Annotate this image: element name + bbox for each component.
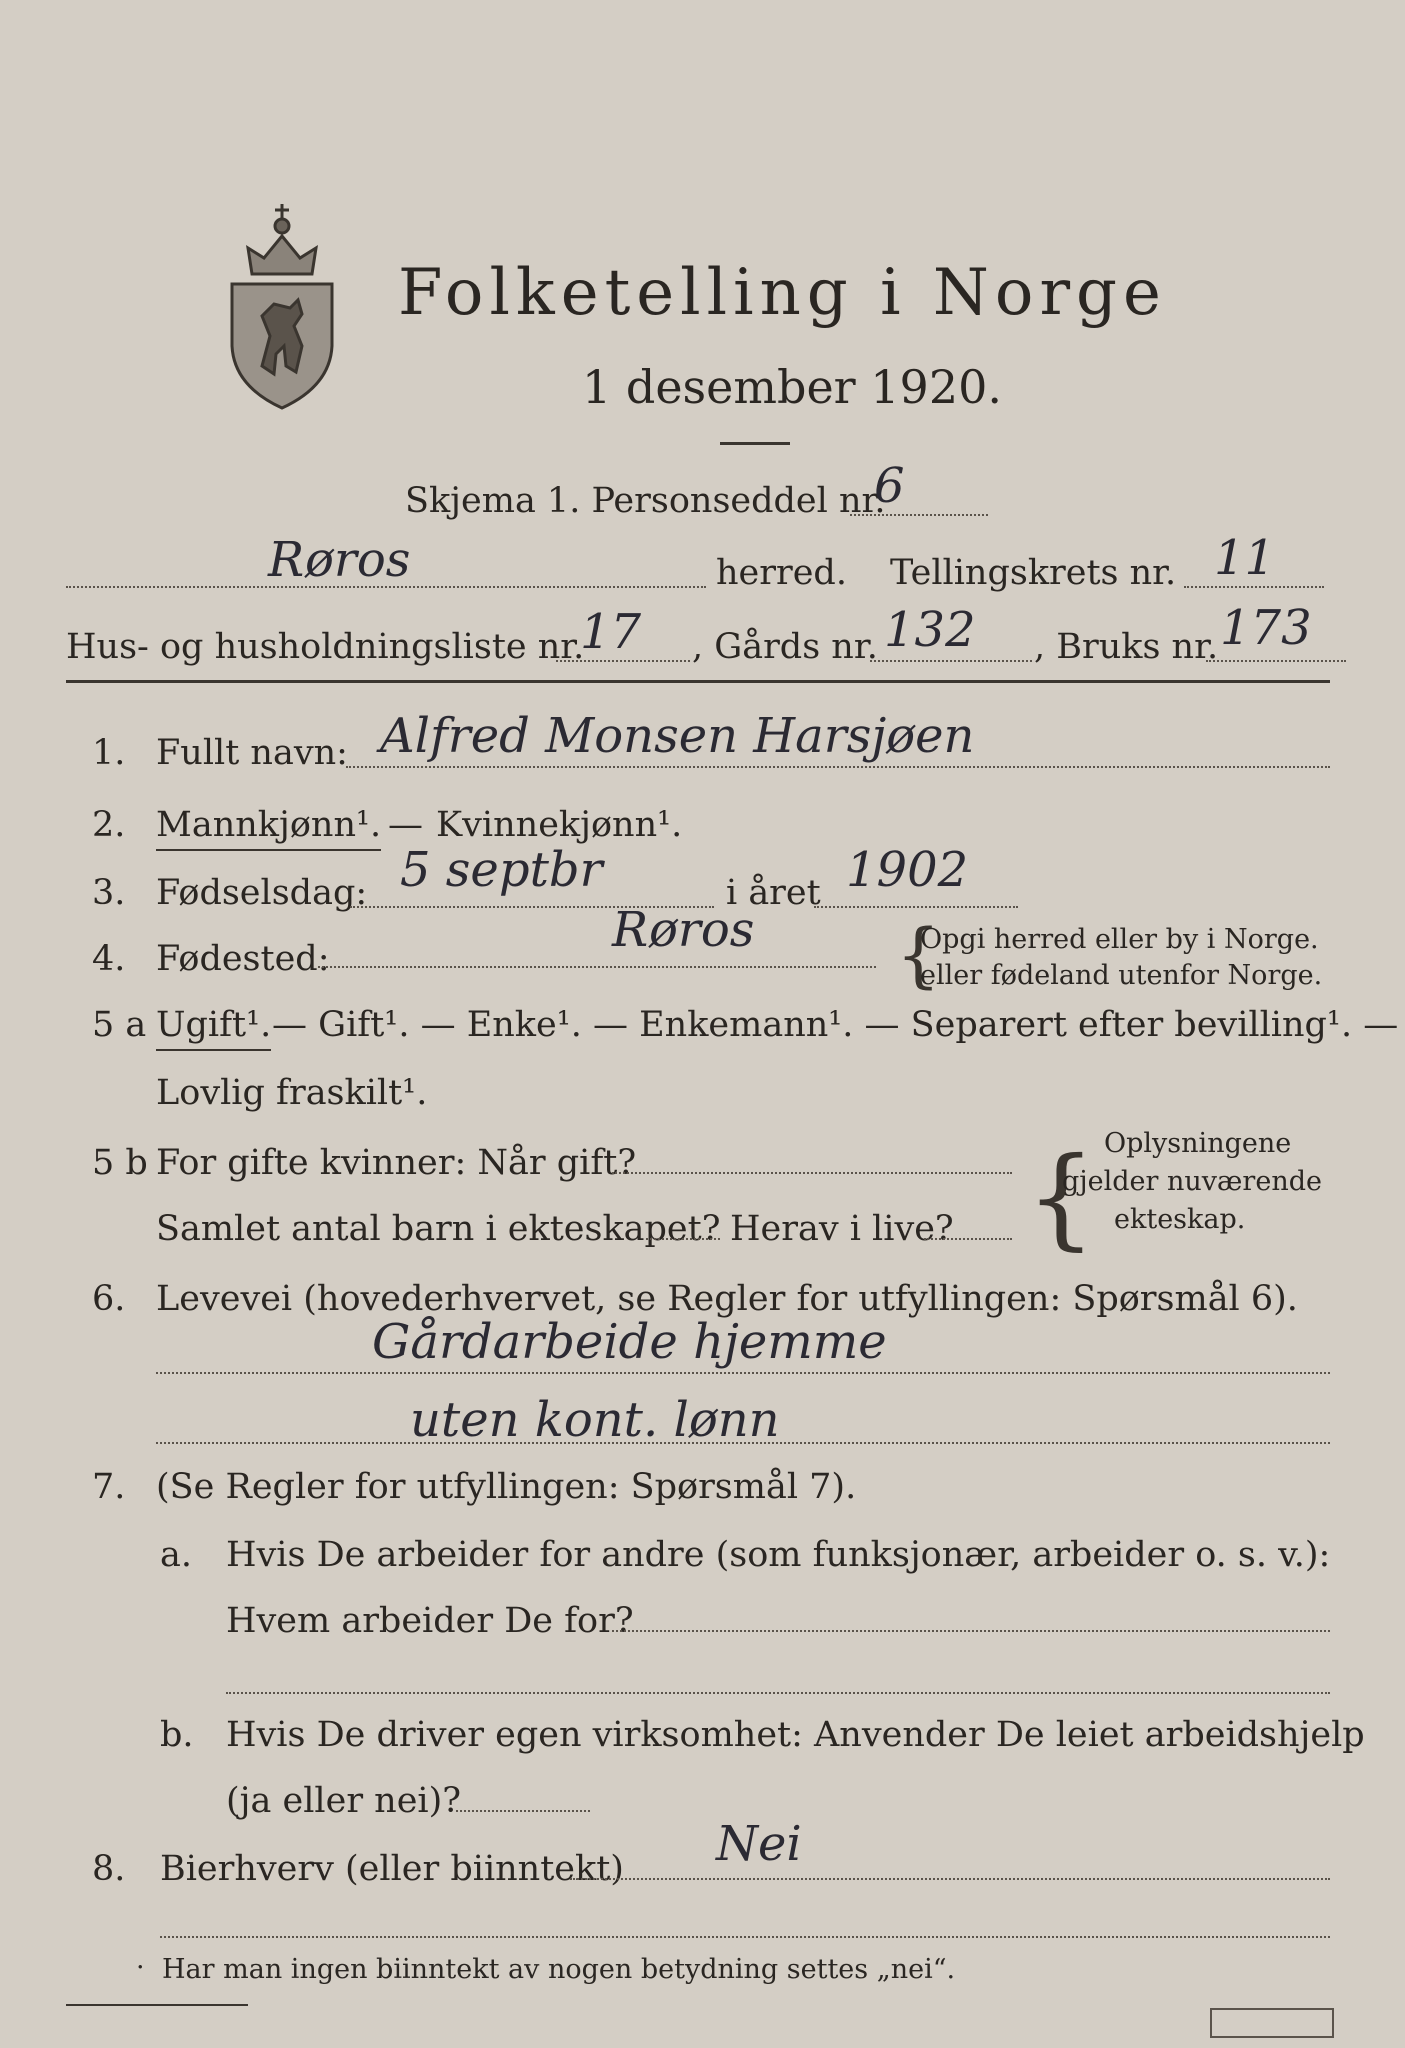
q4-note-2: eller fødeland utenfor Norge. xyxy=(920,960,1323,991)
q5b-note-2: gjelder nuværende xyxy=(1062,1166,1322,1197)
q6-value-1[interactable]: Gårdarbeide hjemme xyxy=(372,1314,887,1370)
q2-male-option[interactable]: Mannkjønn¹. xyxy=(156,808,381,851)
q6-label: Levevei (hovederhvervet, se Regler for utfyllingen: Spørsmål 6). xyxy=(156,1279,1298,1319)
q7-number: 7. xyxy=(92,1467,126,1507)
q6-value-2[interactable]: uten kont. lønn xyxy=(410,1392,780,1448)
footnote-marker: · xyxy=(136,1952,145,1983)
gards-line xyxy=(870,660,1032,662)
q3-value[interactable]: 5 septbr xyxy=(400,842,603,898)
q1-number: 1. xyxy=(92,733,126,773)
q5b-number: 5 b xyxy=(92,1143,148,1183)
q3-year-label: i året xyxy=(726,873,821,913)
q4-note-1: Opgi herred eller by i Norge. xyxy=(920,924,1319,955)
q7b-number: b. xyxy=(160,1715,194,1755)
herred-label: herred. xyxy=(716,553,847,593)
q7-label: (Se Regler for utfyllingen: Spørsmål 7). xyxy=(156,1467,857,1507)
q3-label: Fødselsdag: xyxy=(156,873,368,913)
q8-line xyxy=(570,1878,1330,1880)
q1-label: Fullt navn: xyxy=(156,733,348,773)
q8-label: Bierhverv (eller biinntekt) xyxy=(160,1849,624,1889)
q2-female-option[interactable]: Kvinnekjønn¹. xyxy=(436,805,683,845)
personseddel-line xyxy=(850,514,988,516)
footnote-rule xyxy=(66,2004,248,2006)
coat-of-arms-icon xyxy=(222,196,342,411)
q3-year-line xyxy=(814,906,1018,908)
q8-line-2 xyxy=(160,1936,1330,1938)
tellingskrets-label: Tellingskrets nr. xyxy=(890,553,1177,593)
hus-line xyxy=(556,660,690,662)
bruks-label: , Bruks nr. xyxy=(1034,627,1219,667)
form-title: Folketelling i Norge xyxy=(398,256,1167,330)
hus-label: Hus- og husholdningsliste nr. xyxy=(66,627,585,667)
q7a-label-2: Hvem arbeider De for? xyxy=(226,1601,634,1641)
q6-line-1 xyxy=(156,1372,1330,1374)
bruks-value[interactable]: 173 xyxy=(1220,600,1312,656)
personseddel-value[interactable]: 6 xyxy=(874,458,905,514)
q3-year-value[interactable]: 1902 xyxy=(846,842,969,898)
q4-line xyxy=(318,966,876,968)
q1-value[interactable]: Alfred Monsen Harsjøen xyxy=(380,708,975,764)
q5b-line-2 xyxy=(646,1238,720,1240)
q5b-note-3: ekteskap. xyxy=(1114,1204,1246,1235)
footnote: Har man ingen biinntekt av nogen betydning settes „nei“. xyxy=(162,1954,956,1985)
q5b-brace: { xyxy=(1026,1133,1096,1261)
q5b-note-1: Oplysningene xyxy=(1104,1128,1292,1159)
bruks-line xyxy=(1206,660,1346,662)
q5b-label-3: Herav i live? xyxy=(730,1209,954,1249)
tellingskrets-line xyxy=(1184,586,1324,588)
q1-line xyxy=(346,766,1330,768)
q5a-options: — Gift¹. — Enke¹. — Enkemann¹. — Separert efter bevilling¹. — xyxy=(272,1005,1399,1045)
q3-number: 3. xyxy=(92,873,126,913)
q4-number: 4. xyxy=(92,939,126,979)
skjema-label: Skjema 1. Personseddel nr. xyxy=(405,481,886,521)
form-date: 1 desember 1920. xyxy=(582,360,1002,414)
q7a-line-1 xyxy=(612,1630,1330,1632)
q2-number: 2. xyxy=(92,805,126,845)
q5b-line-3 xyxy=(924,1238,1012,1240)
q5b-line-1 xyxy=(612,1172,1012,1174)
q4-value[interactable]: Røros xyxy=(612,902,755,958)
tellingskrets-value[interactable]: 11 xyxy=(1214,530,1276,586)
herred-value[interactable]: Røros xyxy=(268,532,411,588)
gards-label: , Gårds nr. xyxy=(692,627,878,667)
q7a-line-2 xyxy=(226,1692,1330,1694)
q5b-label-2: Samlet antal barn i ekteskapet? xyxy=(156,1209,721,1249)
q5b-label-1: For gifte kvinner: Når gift? xyxy=(156,1143,637,1183)
printer-mark xyxy=(1210,2008,1334,2038)
q8-number: 8. xyxy=(92,1849,126,1889)
title-divider xyxy=(720,442,790,445)
hus-value[interactable]: 17 xyxy=(580,604,642,660)
q6-line-2 xyxy=(156,1442,1330,1444)
gards-value[interactable]: 132 xyxy=(884,602,976,658)
q7a-number: a. xyxy=(160,1535,192,1575)
q7b-line xyxy=(456,1810,590,1812)
q7b-label: Hvis De driver egen virksomhet: Anvender De leiet arbeidshjelp xyxy=(226,1715,1365,1755)
header-rule xyxy=(66,680,1330,683)
q4-label: Fødested: xyxy=(156,939,330,979)
q8-value[interactable]: Nei xyxy=(716,1816,802,1872)
q4-brace: { xyxy=(896,914,941,996)
q5a-line2: Lovlig fraskilt¹. xyxy=(156,1073,428,1113)
q2-separator: — xyxy=(388,805,423,845)
q5a-ugift-option[interactable]: Ugift¹. xyxy=(156,1008,271,1051)
q7a-label: Hvis De arbeider for andre (som funksjonær, arbeider o. s. v.): xyxy=(226,1535,1331,1575)
q6-number: 6. xyxy=(92,1279,126,1319)
q5a-number: 5 a xyxy=(92,1005,147,1045)
q7b-label-2: (ja eller nei)? xyxy=(226,1781,462,1821)
